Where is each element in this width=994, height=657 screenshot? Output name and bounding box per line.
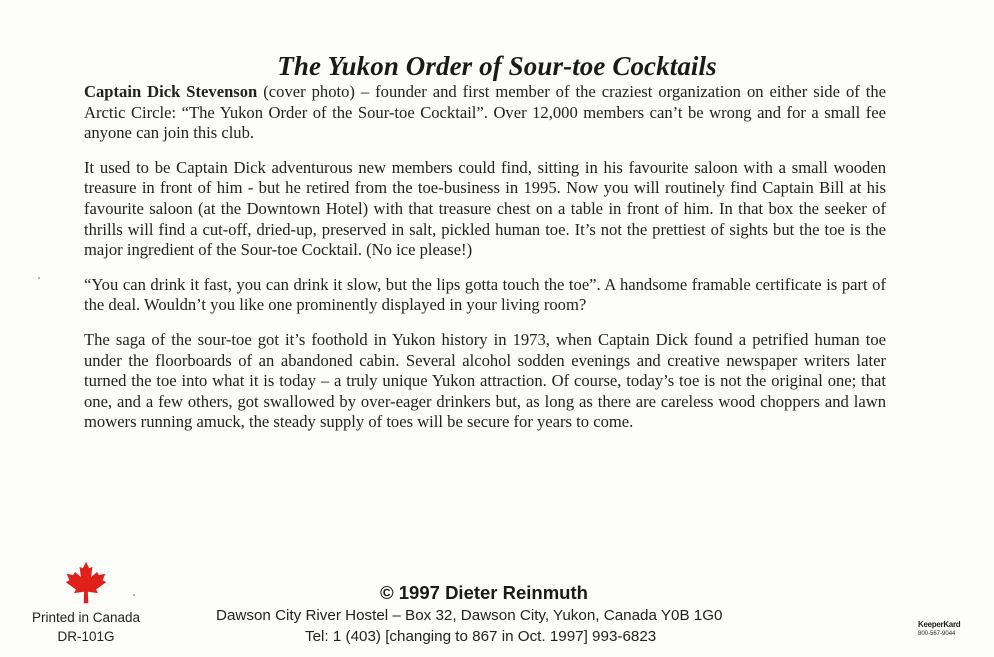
brand-phone: 800-567-9044 (918, 631, 956, 637)
maple-leaf-icon (63, 560, 109, 606)
paper-speck (133, 594, 135, 596)
paragraph-saloon: It used to be Captain Dick adventurous new members could find, sitting in his favourite saloon with a small wooden treasure in front of him - but he retired from the toe-business in 1995. Now you will routinely find Captain Bill at his favourite saloon (at the Downtown Hotel) with that treasure chest on a table in front of him. In that box the seeker of thrills will find a cut-off, dried-up, preserved in salt, pickled human toe. It’s not the prettiest of sights but the toe is the major ingredient of the Sour-toe Cocktail. (No ice please!) (84, 157, 886, 260)
brand-name: KeeperKard (918, 620, 961, 629)
card-code: DR-101G (57, 629, 115, 644)
paper-speck (38, 277, 40, 279)
card-title: The Yukon Order of Sour-toe Cocktails (277, 51, 717, 82)
address-line: Dawson City River Hostel – Box 32, Dawson City, Yukon, Canada Y0B 1G0 (216, 607, 723, 624)
copyright-line: © 1997 Dieter Reinmuth (380, 582, 588, 603)
paragraph-founder-text: (cover photo) – founder and first member of the craziest organization on either side of the Arctic Circle: “The Yukon Order of the Sour-toe Cocktail”. Over 12,000 members can’t be wrong and for a small fee anyone can join this club. (84, 82, 886, 143)
paragraph-founder (84, 82, 886, 144)
printed-info (20, 608, 152, 646)
paragraph-motto: “You can drink it fast, you can drink it slow, but the lips gotta touch the toe”. A handsome framable certificate is part of the deal. Wouldn’t you like one prominently displayed in your living room? (84, 274, 886, 315)
printed-in-canada: Printed in Canada (31, 610, 141, 625)
paragraph-history: The saga of the sour-toe got it’s foothold in Yukon history in 1973, when Captain Dick found a petrified human toe under the floorboards of an abandoned cabin. Several alcohol sodden evenings and creative newspaper writers later turned the toe into what it is today – a truly unique Yukon attraction. Of course, today’s toe is not the original one; that one, and a few others, got swallowed by over-eager drinkers but, as long as there are careless wood choppers and lawn mowers running amuck, the steady supply of toes will be secure for years to come. (84, 329, 886, 432)
card-body (84, 82, 886, 447)
publisher-brand (918, 620, 978, 638)
telephone-line: Tel: 1 (403) [changing to 867 in Oct. 1997] 993-6823 (305, 628, 657, 645)
founder-name: Captain Dick Stevenson (84, 82, 258, 101)
